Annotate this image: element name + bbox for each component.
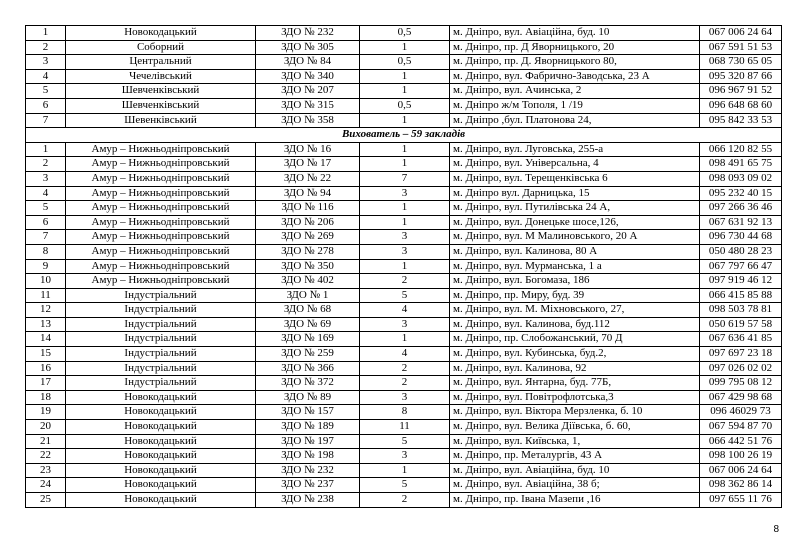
rate-cell: 0,5 — [360, 26, 450, 41]
table-body-main — [26, 142, 782, 507]
school-cell: ЗДО № 84 — [256, 55, 360, 70]
row-number-cell: 23 — [26, 463, 66, 478]
table-row — [26, 98, 782, 113]
row-number-cell: 4 — [26, 69, 66, 84]
phone-cell: 096 967 91 52 — [700, 84, 782, 99]
rate-cell: 1 — [360, 259, 450, 274]
rate-cell: 1 — [360, 201, 450, 216]
rate-cell: 2 — [360, 274, 450, 289]
table-row — [26, 157, 782, 172]
address-cell: м. Дніпро, вул. Ачинська, 2 — [450, 84, 700, 99]
address-cell: м. Дніпро ,бул. Платонова 24, — [450, 113, 700, 128]
district-cell: Чечелівський — [66, 69, 256, 84]
section-title: Вихователь – 59 закладів — [26, 128, 782, 143]
rate-cell: 2 — [360, 493, 450, 508]
table-row — [26, 317, 782, 332]
district-cell: Амур – Нижньодніпровський — [66, 274, 256, 289]
address-cell: м. Дніпро, вул. Універсальна, 4 — [450, 157, 700, 172]
row-number-cell: 21 — [26, 434, 66, 449]
address-cell: м. Дніпро, пр. Металургів, 43 А — [450, 449, 700, 464]
rate-cell: 3 — [360, 186, 450, 201]
row-number-cell: 22 — [26, 449, 66, 464]
row-number-cell: 13 — [26, 317, 66, 332]
school-cell: ЗДО № 238 — [256, 493, 360, 508]
address-cell: м. Дніпро, пр. Д Яворницького, 20 — [450, 40, 700, 55]
row-number-cell: 6 — [26, 98, 66, 113]
rate-cell: 4 — [360, 347, 450, 362]
school-cell: ЗДО № 22 — [256, 171, 360, 186]
address-cell: м. Дніпро, вул. Калинова, 92 — [450, 361, 700, 376]
school-cell: ЗДО № 207 — [256, 84, 360, 99]
phone-cell: 066 415 85 88 — [700, 288, 782, 303]
table-row — [26, 434, 782, 449]
address-cell: м. Дніпро ж/м Тополя, 1 /19 — [450, 98, 700, 113]
address-cell: м. Дніпро, вул. Калинова, 80 А — [450, 244, 700, 259]
phone-cell: 095 232 40 15 — [700, 186, 782, 201]
row-number-cell: 6 — [26, 215, 66, 230]
school-cell: ЗДО № 237 — [256, 478, 360, 493]
rate-cell: 1 — [360, 142, 450, 157]
table-row — [26, 244, 782, 259]
rate-cell: 2 — [360, 361, 450, 376]
school-cell: ЗДО № 232 — [256, 26, 360, 41]
rate-cell: 3 — [360, 317, 450, 332]
district-cell: Новокодацький — [66, 390, 256, 405]
phone-cell: 067 006 24 64 — [700, 463, 782, 478]
row-number-cell: 4 — [26, 186, 66, 201]
school-cell: ЗДО № 269 — [256, 230, 360, 245]
address-cell: м. Дніпро, вул. Авіаційна, 38 б; — [450, 478, 700, 493]
school-cell: ЗДО № 350 — [256, 259, 360, 274]
table-body-top — [26, 26, 782, 128]
address-cell: м. Дніпро вул. Дарницька, 15 — [450, 186, 700, 201]
row-number-cell: 2 — [26, 157, 66, 172]
table-row — [26, 347, 782, 362]
rate-cell: 1 — [360, 463, 450, 478]
table-row — [26, 186, 782, 201]
district-cell: Центральний — [66, 55, 256, 70]
rate-cell: 0,5 — [360, 98, 450, 113]
rate-cell: 1 — [360, 332, 450, 347]
address-cell: м. Дніпро, вул. Велика Діївська, б. 60, — [450, 420, 700, 435]
rate-cell: 0,5 — [360, 55, 450, 70]
phone-cell: 067 631 92 13 — [700, 215, 782, 230]
school-cell: ЗДО № 16 — [256, 142, 360, 157]
table-row — [26, 230, 782, 245]
row-number-cell: 9 — [26, 259, 66, 274]
district-cell: Амур – Нижньодніпровський — [66, 157, 256, 172]
row-number-cell: 24 — [26, 478, 66, 493]
rate-cell: 1 — [360, 69, 450, 84]
row-number-cell: 20 — [26, 420, 66, 435]
row-number-cell: 17 — [26, 376, 66, 391]
rate-cell: 8 — [360, 405, 450, 420]
school-cell: ЗДО № 189 — [256, 420, 360, 435]
table-row — [26, 288, 782, 303]
school-cell: ЗДО № 259 — [256, 347, 360, 362]
rate-cell: 7 — [360, 171, 450, 186]
phone-cell: 050 619 57 58 — [700, 317, 782, 332]
address-cell: м. Дніпро, вул. Богомаза, 186 — [450, 274, 700, 289]
rate-cell: 3 — [360, 449, 450, 464]
address-cell: м. Дніпро, вул. Фабрично-Заводська, 23 А — [450, 69, 700, 84]
page-number: 8 — [773, 524, 779, 535]
district-cell: Амур – Нижньодніпровський — [66, 171, 256, 186]
table-row — [26, 201, 782, 216]
school-cell: ЗДО № 198 — [256, 449, 360, 464]
school-cell: ЗДО № 278 — [256, 244, 360, 259]
school-cell: ЗДО № 68 — [256, 303, 360, 318]
row-number-cell: 3 — [26, 171, 66, 186]
rate-cell: 11 — [360, 420, 450, 435]
row-number-cell: 1 — [26, 142, 66, 157]
district-cell: Новокодацький — [66, 434, 256, 449]
phone-cell: 095 842 33 53 — [700, 113, 782, 128]
address-cell: м. Дніпро, пр. Івана Мазепи ,16 — [450, 493, 700, 508]
address-cell: м. Дніпро, вул. М Малиновського, 20 А — [450, 230, 700, 245]
phone-cell: 097 697 23 18 — [700, 347, 782, 362]
row-number-cell: 3 — [26, 55, 66, 70]
table-row — [26, 259, 782, 274]
address-cell: м. Дніпро, вул. Янтарна, буд. 77Б, — [450, 376, 700, 391]
phone-cell: 050 480 28 23 — [700, 244, 782, 259]
row-number-cell: 1 — [26, 26, 66, 41]
phone-cell: 097 655 11 76 — [700, 493, 782, 508]
table-section — [26, 128, 782, 143]
section-header-row — [26, 128, 782, 143]
school-cell: ЗДО № 232 — [256, 463, 360, 478]
address-cell: м. Дніпро, вул. Київська, 1, — [450, 434, 700, 449]
district-cell: Індустріальний — [66, 317, 256, 332]
school-cell: ЗДО № 372 — [256, 376, 360, 391]
table-row — [26, 84, 782, 99]
phone-cell: 097 026 02 02 — [700, 361, 782, 376]
row-number-cell: 10 — [26, 274, 66, 289]
school-cell: ЗДО № 116 — [256, 201, 360, 216]
address-cell: м. Дніпро, вул. Калинова, буд.112 — [450, 317, 700, 332]
phone-cell: 098 491 65 75 — [700, 157, 782, 172]
district-cell: Амур – Нижньодніпровський — [66, 186, 256, 201]
school-cell: ЗДО № 197 — [256, 434, 360, 449]
table-row — [26, 478, 782, 493]
district-cell: Новокодацький — [66, 420, 256, 435]
table-row — [26, 215, 782, 230]
phone-cell: 068 730 65 05 — [700, 55, 782, 70]
phone-cell: 097 919 46 12 — [700, 274, 782, 289]
table-row — [26, 332, 782, 347]
row-number-cell: 2 — [26, 40, 66, 55]
row-number-cell: 8 — [26, 244, 66, 259]
row-number-cell: 18 — [26, 390, 66, 405]
rate-cell: 3 — [360, 244, 450, 259]
table-row — [26, 55, 782, 70]
table-row — [26, 40, 782, 55]
address-cell: м. Дніпро, вул. Кубинська, буд.2, — [450, 347, 700, 362]
row-number-cell: 16 — [26, 361, 66, 376]
address-cell: м. Дніпро, пр. Д. Яворницького 80, — [450, 55, 700, 70]
row-number-cell: 14 — [26, 332, 66, 347]
table-row — [26, 303, 782, 318]
school-cell: ЗДО № 402 — [256, 274, 360, 289]
address-cell: м. Дніпро, вул. Авіаційна, буд. 10 — [450, 463, 700, 478]
phone-cell: 067 797 66 47 — [700, 259, 782, 274]
district-cell: Шевченківський — [66, 98, 256, 113]
table-row — [26, 420, 782, 435]
district-cell: Амур – Нижньодніпровський — [66, 244, 256, 259]
school-cell: ЗДО № 1 — [256, 288, 360, 303]
rate-cell: 2 — [360, 376, 450, 391]
phone-cell: 099 795 08 12 — [700, 376, 782, 391]
phone-cell: 067 636 41 85 — [700, 332, 782, 347]
rate-cell: 1 — [360, 157, 450, 172]
rate-cell: 1 — [360, 40, 450, 55]
row-number-cell: 19 — [26, 405, 66, 420]
table-row — [26, 69, 782, 84]
phone-cell: 067 594 87 70 — [700, 420, 782, 435]
phone-cell: 098 100 26 19 — [700, 449, 782, 464]
row-number-cell: 15 — [26, 347, 66, 362]
address-cell: м. Дніпро, вул. Донецьке шосе,126, — [450, 215, 700, 230]
table-row — [26, 361, 782, 376]
school-cell: ЗДО № 206 — [256, 215, 360, 230]
address-cell: м. Дніпро, вул. Терещенківська 6 — [450, 171, 700, 186]
address-cell: м. Дніпро, вул. Мурманська, 1 а — [450, 259, 700, 274]
address-cell: м. Дніпро, вул. Авіаційна, буд. 10 — [450, 26, 700, 41]
table-row — [26, 274, 782, 289]
rate-cell: 5 — [360, 478, 450, 493]
table-row — [26, 390, 782, 405]
rate-cell: 1 — [360, 84, 450, 99]
table-row — [26, 142, 782, 157]
phone-cell: 098 093 09 02 — [700, 171, 782, 186]
table-row — [26, 26, 782, 41]
phone-cell: 098 362 86 14 — [700, 478, 782, 493]
address-cell: м. Дніпро, пр. Слобожанський, 70 Д — [450, 332, 700, 347]
school-cell: ЗДО № 94 — [256, 186, 360, 201]
row-number-cell: 7 — [26, 230, 66, 245]
district-cell: Новокодацький — [66, 493, 256, 508]
row-number-cell: 5 — [26, 201, 66, 216]
district-cell: Новокодацький — [66, 405, 256, 420]
table-row — [26, 376, 782, 391]
district-cell: Індустріальний — [66, 288, 256, 303]
rate-cell: 3 — [360, 390, 450, 405]
school-cell: ЗДО № 358 — [256, 113, 360, 128]
district-cell: Індустріальний — [66, 361, 256, 376]
rate-cell: 5 — [360, 288, 450, 303]
address-cell: м. Дніпро, вул. М. Міхновського, 27, — [450, 303, 700, 318]
rate-cell: 5 — [360, 434, 450, 449]
district-cell: Амур – Нижньодніпровський — [66, 215, 256, 230]
district-cell: Індустріальний — [66, 303, 256, 318]
phone-cell: 067 006 24 64 — [700, 26, 782, 41]
school-cell: ЗДО № 169 — [256, 332, 360, 347]
row-number-cell: 5 — [26, 84, 66, 99]
row-number-cell: 7 — [26, 113, 66, 128]
rate-cell: 1 — [360, 215, 450, 230]
district-cell: Новокодацький — [66, 463, 256, 478]
school-cell: ЗДО № 17 — [256, 157, 360, 172]
district-cell: Шевенківський — [66, 113, 256, 128]
phone-cell: 098 503 78 81 — [700, 303, 782, 318]
table-row — [26, 449, 782, 464]
district-cell: Амур – Нижньодніпровський — [66, 259, 256, 274]
table-row — [26, 493, 782, 508]
address-cell: м. Дніпро, вул. Повітрофлотська,3 — [450, 390, 700, 405]
address-cell: м. Дніпро, пр. Миру, буд. 39 — [450, 288, 700, 303]
school-cell: ЗДО № 315 — [256, 98, 360, 113]
row-number-cell: 11 — [26, 288, 66, 303]
district-cell: Амур – Нижньодніпровський — [66, 201, 256, 216]
district-cell: Індустріальний — [66, 376, 256, 391]
district-cell: Амур – Нижньодніпровський — [66, 142, 256, 157]
district-cell: Новокодацький — [66, 26, 256, 41]
row-number-cell: 25 — [26, 493, 66, 508]
table-row — [26, 113, 782, 128]
vacancy-table — [25, 25, 782, 508]
table-row — [26, 171, 782, 186]
phone-cell: 096 46029 73 — [700, 405, 782, 420]
district-cell: Новокодацький — [66, 449, 256, 464]
rate-cell: 4 — [360, 303, 450, 318]
phone-cell: 066 120 82 55 — [700, 142, 782, 157]
address-cell: м. Дніпро, вул. Віктора Мерзленка, б. 10 — [450, 405, 700, 420]
row-number-cell: 12 — [26, 303, 66, 318]
rate-cell: 3 — [360, 230, 450, 245]
district-cell: Індустріальний — [66, 347, 256, 362]
phone-cell: 096 730 44 68 — [700, 230, 782, 245]
school-cell: ЗДО № 366 — [256, 361, 360, 376]
table-row — [26, 405, 782, 420]
district-cell: Шевченківський — [66, 84, 256, 99]
school-cell: ЗДО № 89 — [256, 390, 360, 405]
address-cell: м. Дніпро, вул. Путилівська 24 А, — [450, 201, 700, 216]
district-cell: Індустріальний — [66, 332, 256, 347]
phone-cell: 067 429 98 68 — [700, 390, 782, 405]
school-cell: ЗДО № 69 — [256, 317, 360, 332]
table-row — [26, 463, 782, 478]
address-cell: м. Дніпро, вул. Луговська, 255-а — [450, 142, 700, 157]
phone-cell: 096 648 68 60 — [700, 98, 782, 113]
phone-cell: 067 591 51 53 — [700, 40, 782, 55]
school-cell: ЗДО № 305 — [256, 40, 360, 55]
district-cell: Новокодацький — [66, 478, 256, 493]
rate-cell: 1 — [360, 113, 450, 128]
district-cell: Амур – Нижньодніпровський — [66, 230, 256, 245]
phone-cell: 066 442 51 76 — [700, 434, 782, 449]
phone-cell: 095 320 87 66 — [700, 69, 782, 84]
school-cell: ЗДО № 157 — [256, 405, 360, 420]
district-cell: Соборний — [66, 40, 256, 55]
phone-cell: 097 266 36 46 — [700, 201, 782, 216]
school-cell: ЗДО № 340 — [256, 69, 360, 84]
